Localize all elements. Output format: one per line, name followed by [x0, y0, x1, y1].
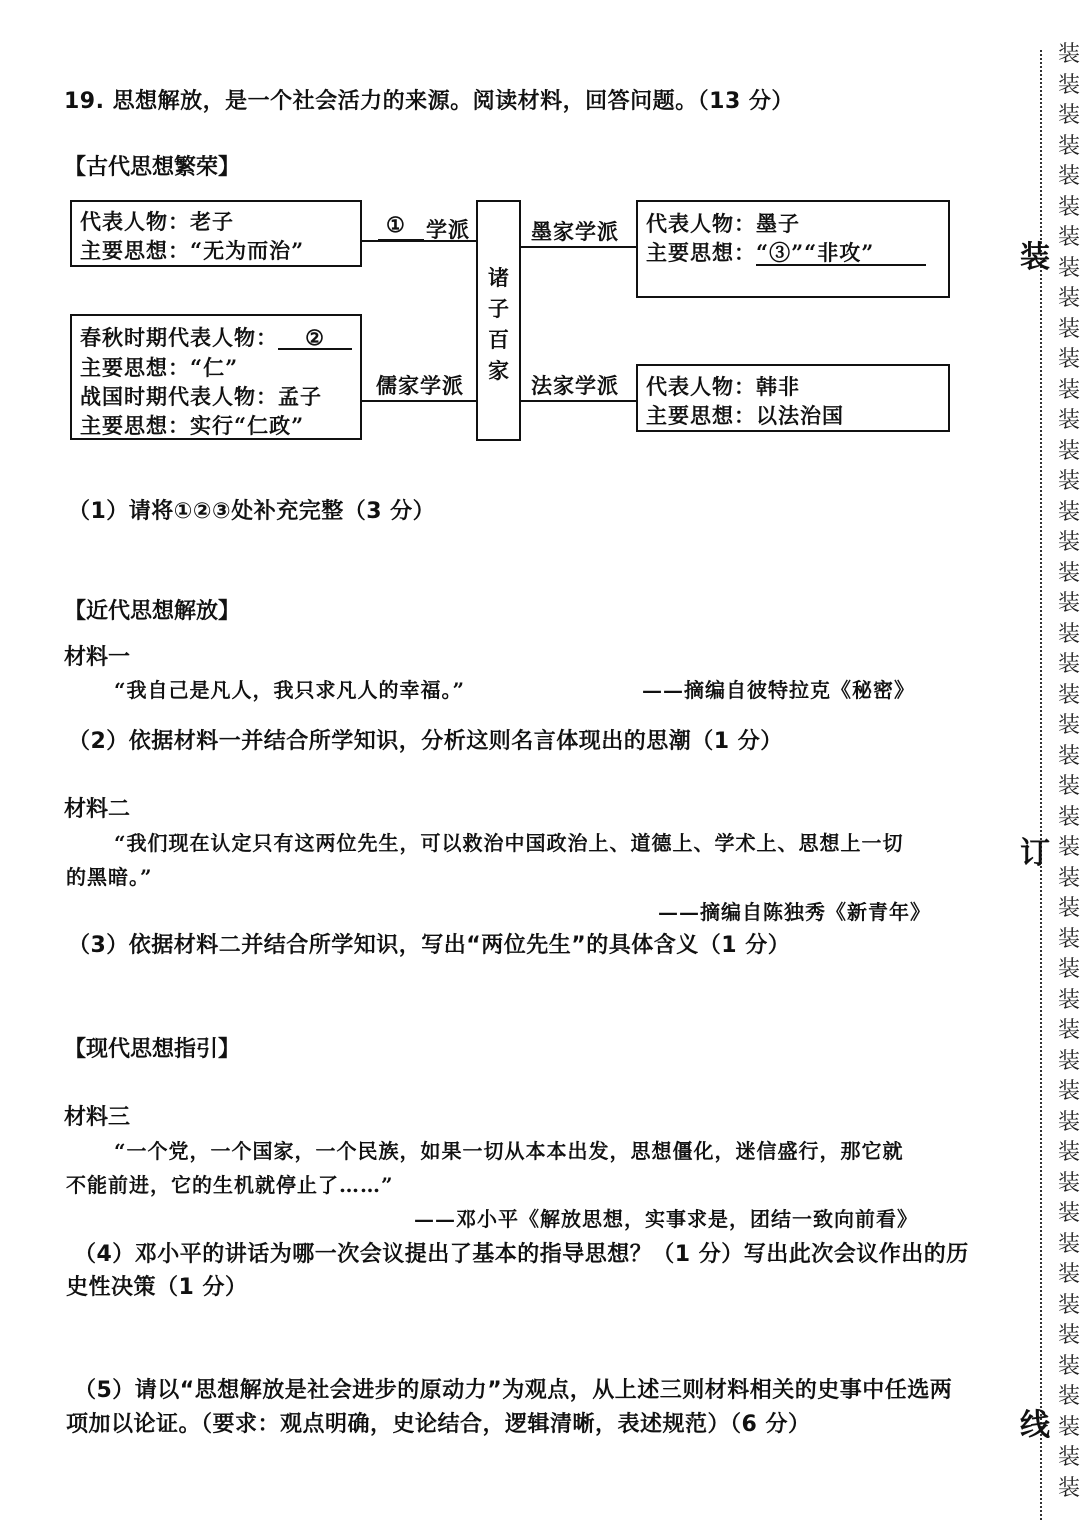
section-heading-ancient: 【古代思想繁荣】 [64, 155, 241, 180]
material-1-quote: “我自己是凡人，我只求凡人的幸福。” [114, 678, 466, 702]
binding-char-xian: 线 [1020, 1408, 1050, 1443]
question-5-line2: 项加以论证。（要求：观点明确，史论结合，逻辑清晰，表述规范）（6 分） [66, 1412, 811, 1437]
question-2: （2）依据材料一并结合所学知识，分析这则名言体现出的思潮（1 分） [68, 729, 783, 754]
legalist-figure: 代表人物：韩非 [646, 374, 800, 399]
material-2-quote-line1: “我们现在认定只有这两位先生，可以救治中国政治上、道德上、学术上、思想上一切 [114, 831, 904, 855]
material-3-title: 材料三 [64, 1105, 131, 1130]
confucian-warring-states-thought: 主要思想：实行“仁政” [80, 413, 305, 438]
confucian-link-label: 儒家学派 [376, 373, 464, 398]
binding-char-zhuang: 装 [1020, 240, 1050, 275]
legalist-connector [521, 400, 636, 402]
material-1-source: ——摘编自彼特拉克《秘密》 [642, 678, 915, 702]
question-3: （3）依据材料二并结合所学知识，写出“两位先生”的具体含义（1 分） [68, 933, 791, 958]
material-3-quote-line2: 不能前进，它的生机就停止了……” [66, 1173, 394, 1197]
daoist-figure: 代表人物：老子 [80, 209, 234, 234]
question-1: （1）请将①②③处补充完整（3 分） [68, 499, 436, 524]
material-2-source: ——摘编自陈独秀《新青年》 [658, 900, 931, 924]
center-char-4: 家 [488, 358, 510, 383]
binding-char-ding: 订 [1020, 836, 1050, 871]
section-heading-contemporary: 【现代思想指引】 [64, 1037, 241, 1062]
margin-pattern: 装装装装装装装装装装装装装装装装装装装装装装装装装装装装装装装装装装装装装装装装装装装装装装装装 [1058, 42, 1080, 1501]
center-char-1: 诸 [488, 265, 510, 290]
question-4-line1: （4）邓小平的讲话为哪一次会议提出了基本的指导思想？（1 分）写出此次会议作出的历 [74, 1242, 969, 1267]
daoist-box [70, 200, 362, 267]
hundred-schools-box [476, 200, 521, 441]
mohist-thought [646, 237, 926, 267]
daoist-link-blank: ① [386, 212, 406, 237]
confucian-figure-label: 春秋时期代表人物： [80, 325, 278, 350]
material-2-title: 材料二 [64, 797, 131, 822]
confucian-spring-autumn-figure [80, 322, 352, 352]
mohist-connector [521, 246, 636, 248]
section-heading-modern: 【近代思想解放】 [64, 599, 241, 624]
question-5-line1: （5）请以“思想解放是社会进步的原动力”为观点，从上述三则材料相关的史事中任选两 [74, 1378, 953, 1403]
material-3-quote-line1: “一个党，一个国家，一个民族，如果一切从本本出发，思想僵化，迷信盛行，那它就 [114, 1139, 904, 1163]
confucian-box [70, 314, 362, 440]
mohist-box [636, 200, 950, 298]
material-1-title: 材料一 [64, 645, 131, 670]
mohist-figure: 代表人物：墨子 [646, 211, 800, 236]
confucian-figure-blank: ② [278, 328, 352, 350]
center-char-3: 百 [488, 327, 510, 352]
mohist-thought-blank: “③”“非攻” [756, 242, 926, 266]
legalist-thought: 主要思想：以法治国 [646, 403, 844, 428]
question-title: 19. 思想解放，是一个社会活力的来源。阅读材料，回答问题。（13 分） [64, 89, 794, 114]
daoist-thought: 主要思想：“无为而治” [80, 238, 305, 263]
daoist-link-label: 学派 [426, 217, 470, 242]
confucian-thought: 主要思想：“仁” [80, 355, 239, 380]
mohist-link-label: 墨家学派 [531, 219, 619, 244]
center-char-2: 子 [488, 296, 510, 321]
legalist-link-label: 法家学派 [531, 373, 619, 398]
material-2-quote-line2: 的黑暗。” [66, 865, 153, 889]
question-4-line2: 史性决策（1 分） [66, 1275, 248, 1300]
confucian-warring-states-figure: 战国时期代表人物：孟子 [80, 384, 322, 409]
confucian-connector [362, 400, 476, 402]
mohist-thought-label: 主要思想： [646, 240, 756, 265]
daoist-blank-underline [378, 239, 424, 241]
legalist-box [636, 364, 950, 432]
material-3-source: ——邓小平《解放思想，实事求是，团结一致向前看》 [414, 1207, 918, 1231]
